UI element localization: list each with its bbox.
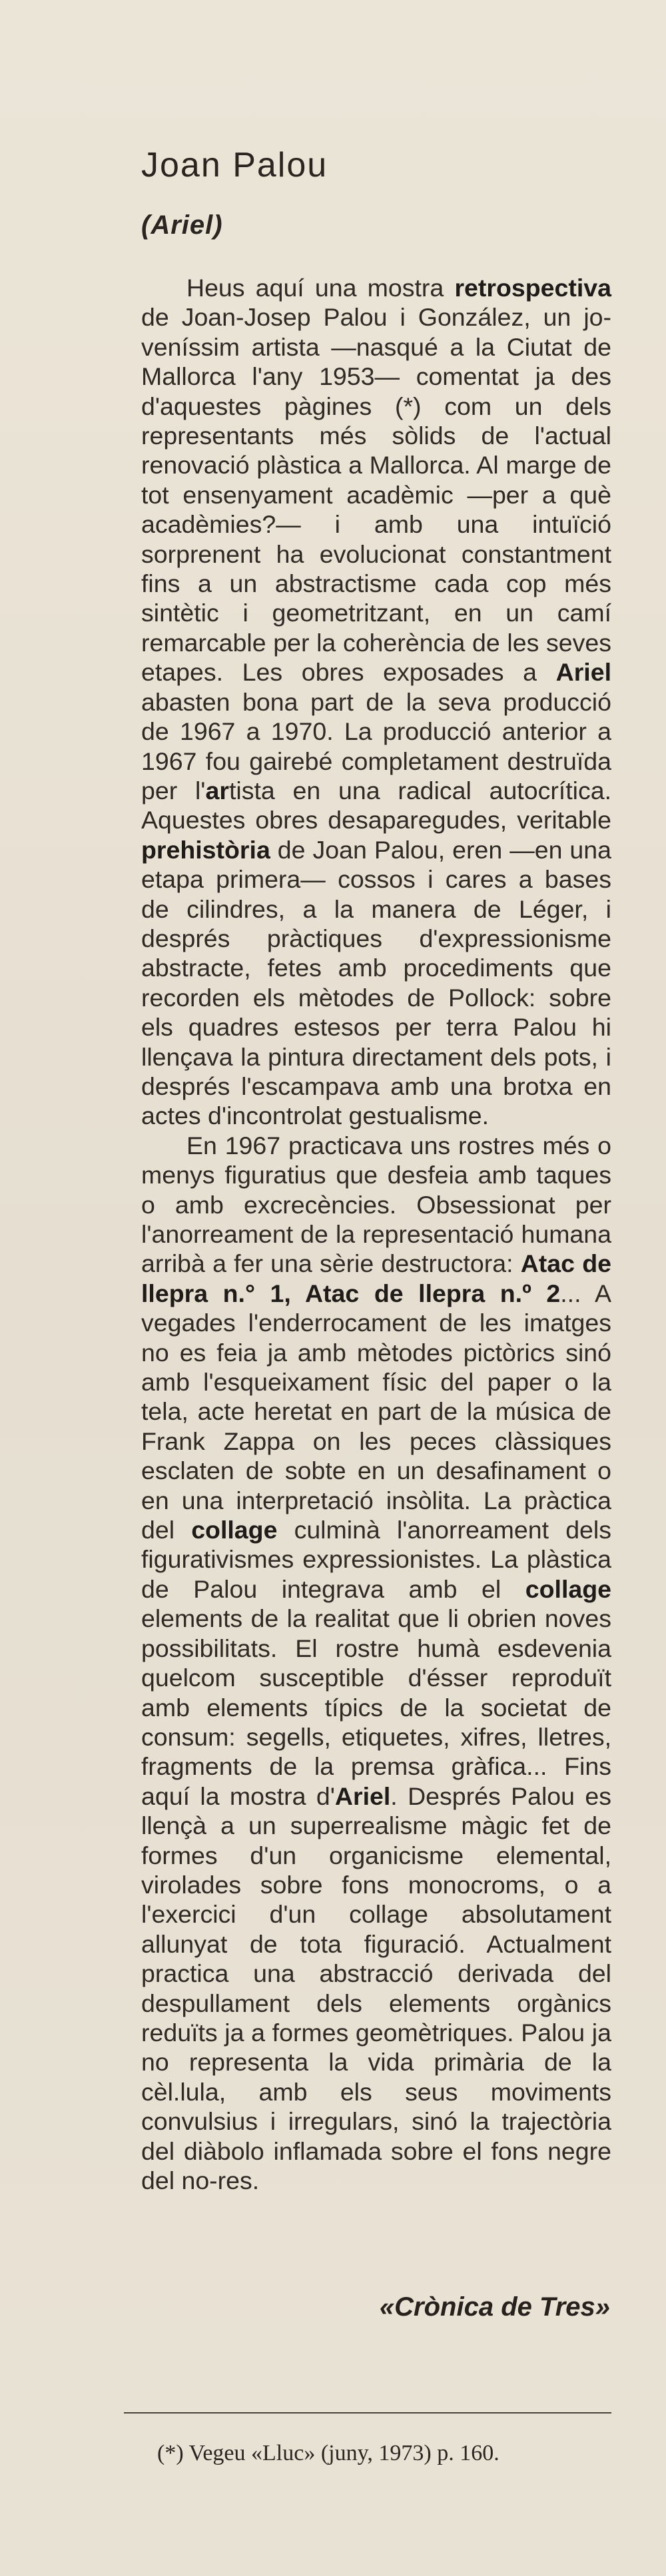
footnote-divider (124, 2412, 611, 2414)
text-run: de Joan-Josep Palou i González, un joveníssim artista —nasqué a la Ciutat de Mallorca l'any 1953— comentat ja des d'aquestes pàgines (*) com un dels representants més sòlids de l'actual renovació plàstica a Mallorca. Al marge de tot ensenyament acadèmic —per a què acadèmies?— i amb una intuïció sorprenent ha evolucionat constantment fins a un abstractisme cada cop més sintètic i geometritzant, en un camí remarcable per la coherència de les seves etapes. Les obres exposades a (141, 303, 611, 687)
text-run: Heus aquí una mostra (186, 274, 455, 302)
text-run: En 1967 practicava uns rostres més o menys figuratius que desfeia amb taques o amb excrecències. Obsessionat per l'anorreament de la representació humana arribà a fer una sèrie destructora: (141, 1131, 611, 1278)
footnote-text: Vegeu «Lluc» (juny, 1973) p. 160. (183, 2441, 500, 2465)
paragraph-2 (141, 1131, 611, 2196)
article-body (141, 273, 611, 2195)
text-run: tista en una radical autocrítica. Aquestes obres desaparegudes, veritable (141, 776, 611, 834)
article-subtitle: (Ariel) (141, 210, 223, 240)
text-run: elements de la realitat que li obrien noves possibilitats. El rostre humà esdevenia quelcom susceptible d'ésser reproduït amb elements típics de la societat de consum: segells, etiquetes, xifres, lletres, fragments de la premsa gràfica... Fins aquí la mostra d' (141, 1604, 611, 1810)
bold-term: ar (205, 776, 229, 805)
text-run: de Joan Palou, eren —en una etapa primera— cossos i cares a bases de cilindres, a la manera de Léger, i després pràctiques d'expressionisme abstracte, fetes amb procediments que recorden els mètodes de Pollock: sobre els quadres estesos per terra Palou hi llençava la pintura directament dels pots, i després l'escampava amb una brotxa en actes d'incontrolat gestualisme. (141, 835, 611, 1130)
bold-term: collage (191, 1516, 278, 1544)
bold-term: Atac de llepra n.° 1, Atac de llepra n.º 2 (141, 1249, 611, 1307)
footnote-mark: (*) (157, 2441, 184, 2465)
text-run: culminà l'anorreament dels figurativismes expressionistes. La plàstica de Palou integrava amb el (141, 1516, 611, 1603)
text-run: abasten bona part de la seva producció de 1967 a 1970. La producció anterior a 1967 fou gairebé completament destruïda per l' (141, 687, 611, 805)
footnote (141, 2437, 611, 2469)
bold-term: Ariel (334, 1781, 391, 1810)
article-title: Joan Palou (141, 146, 328, 184)
bold-term: prehistòria (141, 835, 270, 864)
article-signature: «Crònica de Tres» (379, 2292, 610, 2322)
bold-term: Ariel (555, 658, 611, 687)
paragraph-1 (141, 273, 611, 1131)
bold-term: retrospectiva (454, 274, 611, 302)
text-run: . Després Palou es llençà a un superrealisme màgic fet de formes d'un organicisme elemental, virolades sobre fons monocroms, o a l'exercici d'un collage absolutаment allunyat de tota figuració. Actualment practica una abstracció derivada del despullament dels elements orgànics reduïts ja a formes geomètriques. Palou ja no representa la vida primària de la cèl.lula, amb els seus moviments convulsius i irregulars, sinó la trajectòria del diàbolo inflamada sobre el fons negre del no-res. (141, 1781, 611, 2194)
bold-term: collage (525, 1574, 611, 1603)
text-run: ... A vegades l'enderrocament de les imatges no es feia ja amb mètodes pictòrics sinó amb l'esqueixament físic del paper o la tela, acte heretat en part de la música de Frank Zappa on les peces clàssiques esclaten de sobte en un desafinament o en una interpretació insòlita. La pràctica del (141, 1279, 612, 1544)
